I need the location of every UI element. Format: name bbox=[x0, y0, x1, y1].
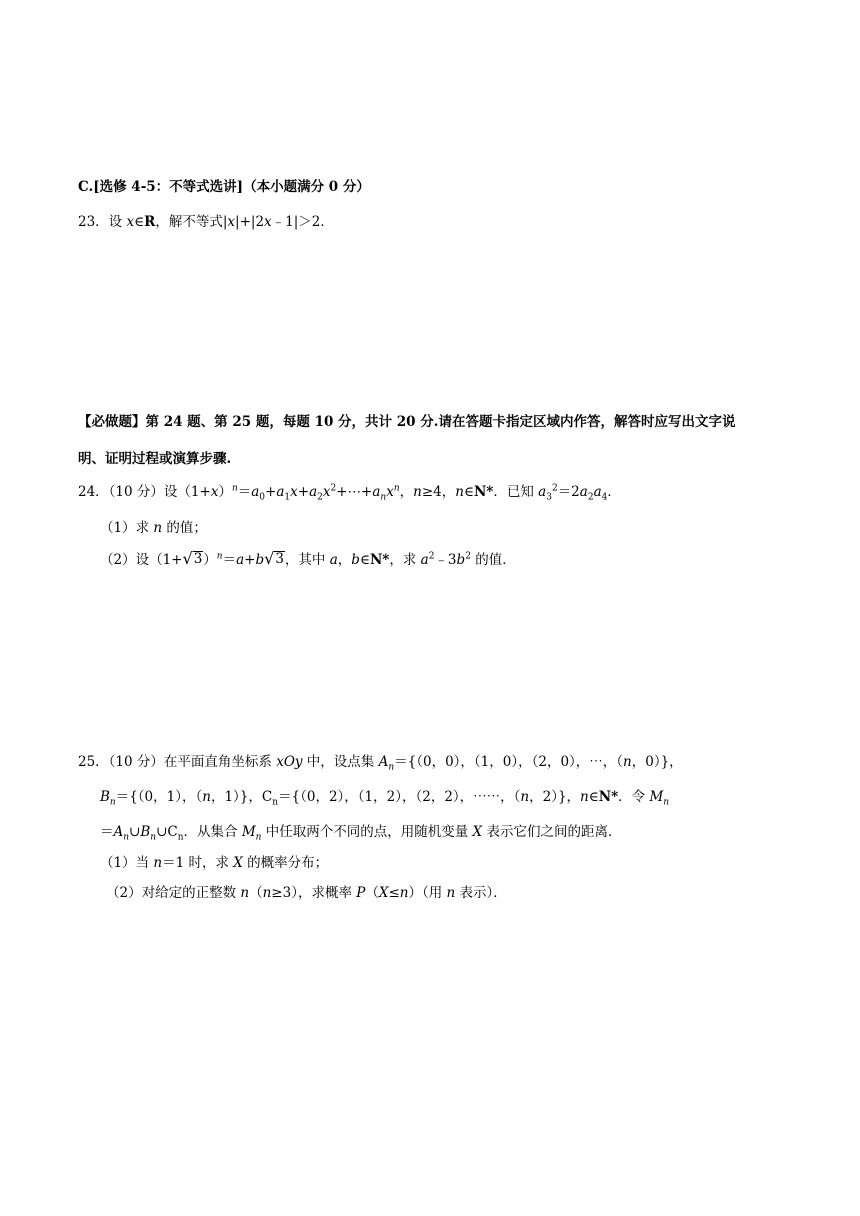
question-25-part-1: （1）当 n＝1 时，求 X 的概率分布； bbox=[100, 855, 329, 871]
question-25-part-2: （2）对给定的正整数 n（n≥3），求概率 P（X≤n）（用 n 表示）． bbox=[106, 885, 507, 901]
sqrt-3-expression: √ 3 bbox=[182, 549, 203, 568]
question-24-part-2: （2）设（1+ √ 3 ）$^n$＝a+b √ 3 ，其中 a，b∈N*，求 $a^2﹣3b^2$ 的值． bbox=[100, 549, 516, 568]
question-25-line-2: $B_n=\{(0$，1），（n，1）}，$C_n=\{(0$，2），（1，2），（2，2），⋯⋯，（n，2）}，n∈N*．令 $M_n$ bbox=[100, 789, 670, 808]
sqrt-3-expression: √ 3 bbox=[264, 549, 284, 568]
question-25-line-1: 25．（10 分）在平面直角坐标系 xOy 中，设点集 $A_n=\{(0$，0），（1，0），（2，0），⋯，（n，0）}， bbox=[78, 754, 683, 773]
required-section-heading-line-1: 【必做题】第 24 题、第 25 题，每题 10 分，共计 20 分.请在答题卡指定区域内作答，解答时应写出文字说 bbox=[78, 414, 736, 430]
required-section-heading-line-2: 明、证明过程或演算步骤. bbox=[78, 451, 232, 467]
question-23: 23．设 x∈R，解不等式|x|+|2x﹣1|＞2． bbox=[78, 214, 334, 230]
question-24-part-1: （1）求 n 的值； bbox=[100, 520, 207, 536]
question-25-line-3: $=A_n\cup B_n\cup C_n$．从集合 $M_n$ 中任取两个不同的点，用随机变量 X 表示它们之间的距离． bbox=[100, 824, 622, 843]
question-24-stem: 24．（10 分）设$(1+x)^n=a_0+a_1x+a_2x^2+\cdots+a_nx^n$，n≥4，n∈N*．已知 $a_3^2=2a_2a_4$． bbox=[78, 483, 621, 503]
section-c-heading: C.[选修 4-5：不等式选讲]（本小题满分 0 分） bbox=[78, 179, 370, 195]
